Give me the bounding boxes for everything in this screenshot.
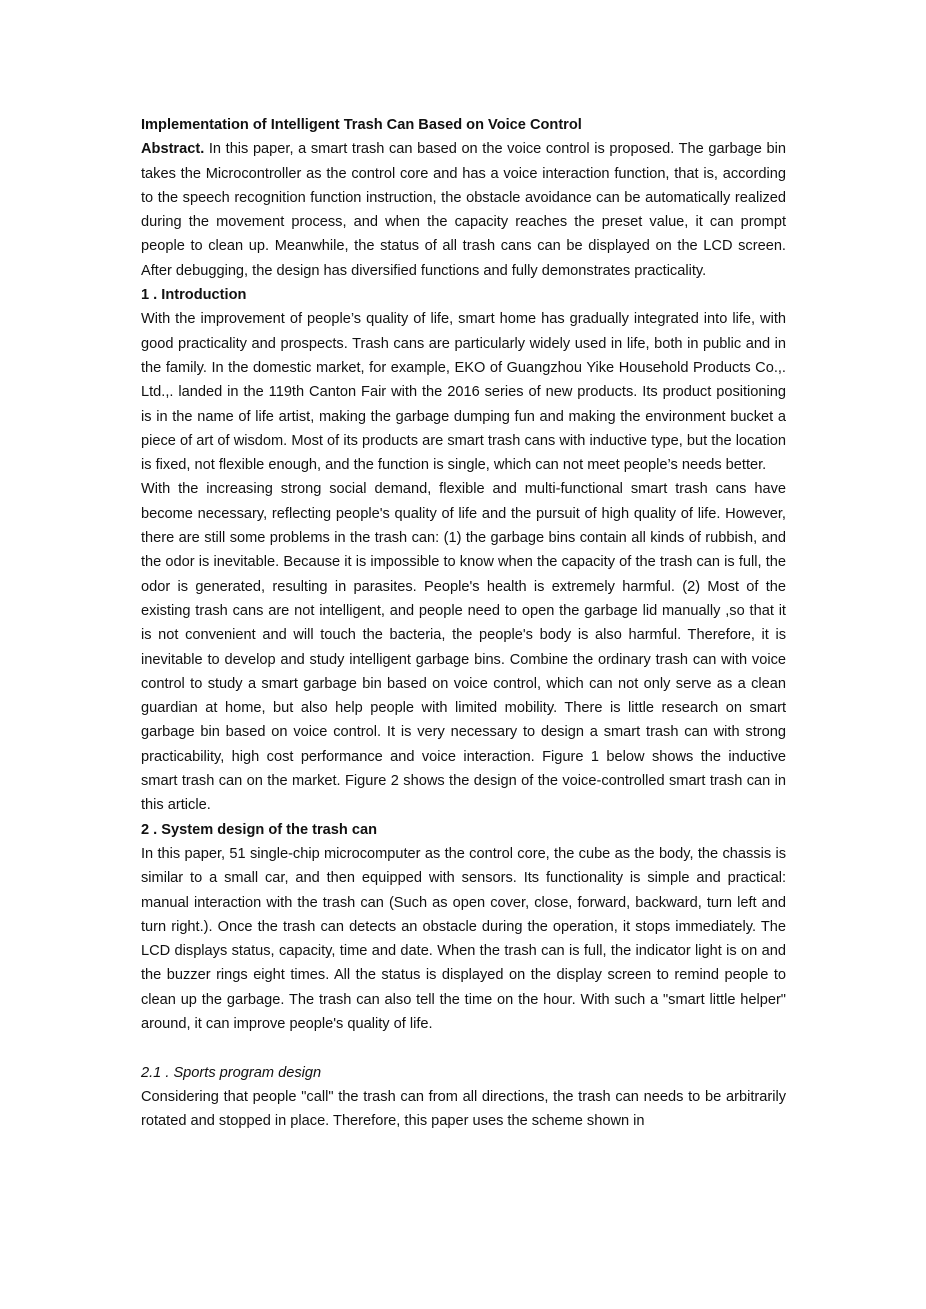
section-heading-system-design: 2 . System design of the trash can <box>141 821 378 838</box>
section-heading-introduction: 1 . Introduction <box>141 287 247 304</box>
sports-program-paragraph: Considering that people "call" the trash can from all directions, the trash can needs to be arbitrarily rotated and stopped in place. Therefore, this paper uses the scheme shown in <box>141 1088 786 1130</box>
introduction-paragraph-2: With the increasing strong social demand, flexible and multi-functional smart trash cans have become necessary, reflecting people's quality of life and the pursuit of high quality of life. However, there are still some problems in the trash can: (1) the garbage bins contain all kinds of rubbish, and the odor is inevitable. Because it is impossible to know when the capacity of the trash can is full, the odor is generated, resulting in parasites. People's health is extremely harmful. (2) Most of the existing trash cans are not intelligent, and people need to open the garbage lid manually ,so that it is not convenient and will touch the bacteria, the people's body is also harmful. Therefore, it is inevitable to develop and study intelligent garbage bins. Combine the ordinary trash can with voice control to study a smart garbage bin based on voice control, which can not only serve as a clean guardian at home, but also help people with limited mobility. There is little research on smart garbage bin based on voice control. It is very necessary to design a smart trash can with strong practicability, high cost performance and voice interaction. Figure 1 below shows the inductive smart trash can on the market. Figure 2 shows the design of the voice-controlled smart trash can in this article. <box>141 481 786 814</box>
abstract-paragraph <box>141 137 786 283</box>
paper-title: Implementation of Intelligent Trash Can Based on Voice Control <box>141 117 582 133</box>
paper-page <box>141 113 786 1133</box>
paragraph-spacer <box>141 1036 786 1060</box>
abstract-text: In this paper, a smart trash can based on the voice control is proposed. The garbage bin takes the Microcontroller as the control core and has a voice interaction function, that is, according to the speech recognition function instruction, the obstacle avoidance can be automatically realized during the movement process, and when the capacity reaches the preset value, it can prompt people to clean up. Meanwhile, the status of all trash cans can be displayed on the LCD screen. After debugging, the design has diversified functions and fully demonstrates practicality. <box>141 141 786 279</box>
system-design-paragraph-1: In this paper, 51 single-chip microcomputer as the control core, the cube as the body, the chassis is similar to a small car, and then equipped with sensors. Its functionality is simple and practical: manual interaction with the trash can (Such as open cover, close, forward, backward, turn left and turn right.). Once the trash can detects an obstacle during the operation, it stops immediately. The LCD displays status, capacity, time and date. When the trash can is full, the indicator light is on and the buzzer rings eight times. All the status is displayed on the display screen to remind people to clean up the garbage. The trash can also tell the time on the hour. With such a "smart little helper" around, it can improve people's quality of life. <box>141 845 786 1032</box>
subsection-heading-sports-program: 2.1 . Sports program design <box>141 1064 322 1081</box>
abstract-label: Abstract. <box>141 141 205 158</box>
introduction-paragraph-1: With the improvement of people’s quality of life, smart home has gradually integrated into life, with good practicality and prospects. Trash cans are particularly widely used in life, both in public and in the family. In the domestic market, for example, EKO of Guangzhou Yike Household Products Co.,. Ltd.,. landed in the 119th Canton Fair with the 2016 series of new products. Its product positioning is in the name of life artist, making the garbage dumping fun and making the environment bucket a piece of art of wisdom. Most of its products are smart trash cans with inductive type, but the location is fixed, not flexible enough, and the function is single, which can not meet people’s needs better. <box>141 311 786 474</box>
